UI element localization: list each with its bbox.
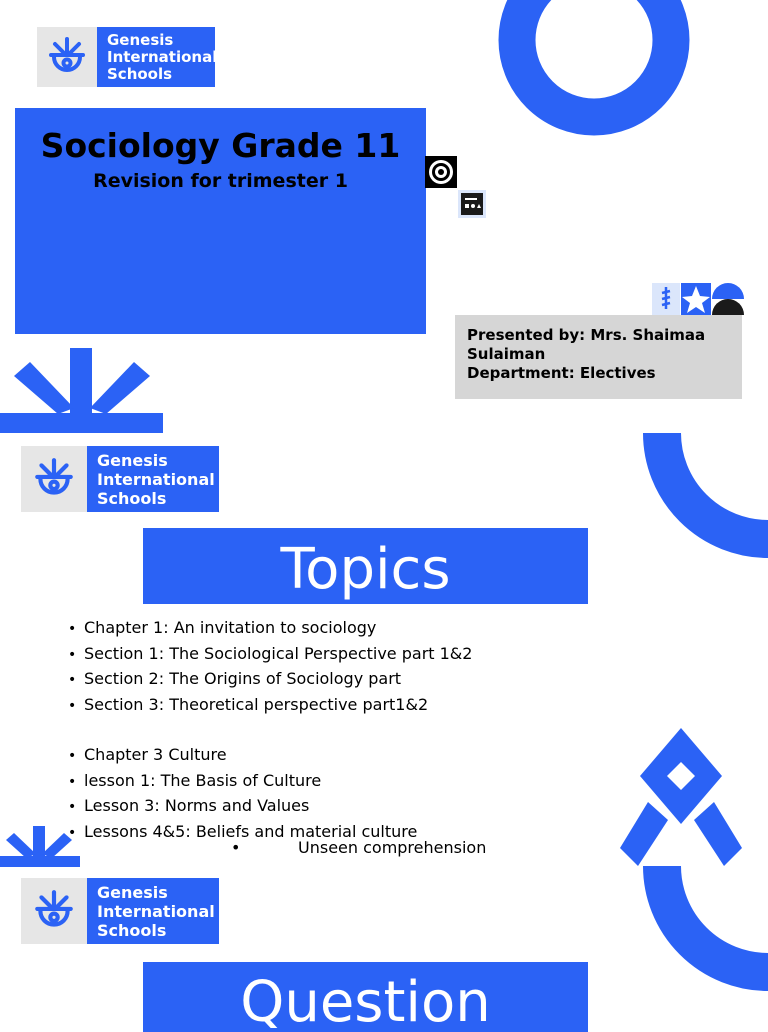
presenter-name: Presented by: Mrs. Shaimaa Sulaiman	[467, 326, 706, 363]
logo-line-3: Schools	[97, 489, 167, 508]
school-logo-2	[21, 446, 219, 512]
list-item: • Lesson 3: Norms and Values	[68, 794, 472, 820]
school-emblem-icon	[37, 27, 97, 87]
decorative-icons-strip	[652, 283, 744, 315]
bullet-icon: •	[231, 838, 241, 857]
slide-subtitle: Revision for trimester 1	[93, 170, 348, 192]
logo-line-2: International	[107, 48, 218, 66]
list-item: • Section 1: The Sociological Perspective part 1&2	[68, 642, 472, 668]
decorative-arc-top	[498, 0, 690, 136]
logo-line-3: Schools	[97, 921, 167, 940]
list-item: • Lessons 4&5: Beliefs and material culture	[68, 820, 472, 846]
topics-heading: Topics	[143, 528, 588, 604]
list-item: • Chapter 1: An invitation to sociology	[68, 616, 472, 642]
logo-line-3: Schools	[107, 65, 173, 83]
list-item: • Section 3: Theoretical perspective part1&2	[68, 693, 472, 719]
topics-list	[68, 616, 472, 845]
list-spacer	[68, 718, 472, 743]
logo-line-1: Genesis	[97, 451, 168, 470]
list-item: • Chapter 3 Culture	[68, 743, 472, 769]
logo-line-1: Genesis	[107, 31, 174, 49]
question-heading: Question	[143, 962, 588, 1032]
unseen-comprehension-item	[231, 838, 486, 857]
target-icon	[425, 156, 457, 188]
list-item: • lesson 1: The Basis of Culture	[68, 769, 472, 795]
unseen-label: Unseen comprehension	[298, 838, 487, 857]
abc-shapes-icon	[458, 190, 486, 218]
school-emblem-icon	[21, 878, 87, 944]
decorative-sunburst	[0, 348, 164, 434]
logo-line-2: International	[97, 902, 215, 921]
slide-title: Sociology Grade 11	[40, 126, 401, 165]
school-logo-3	[21, 878, 219, 944]
title-box	[15, 108, 426, 334]
school-emblem-icon	[21, 446, 87, 512]
decorative-ribbon	[620, 728, 742, 866]
presenter-panel	[455, 315, 742, 399]
logo-line-1: Genesis	[97, 883, 168, 902]
decorative-sunburst-small	[0, 826, 82, 868]
logo-line-2: International	[97, 470, 215, 489]
department-label: Department: Electives	[467, 364, 656, 382]
school-logo	[37, 27, 218, 87]
list-item: • Section 2: The Origins of Sociology part	[68, 667, 472, 693]
decorative-arc-middle	[568, 433, 768, 559]
decorative-arc-bottom	[568, 866, 768, 992]
